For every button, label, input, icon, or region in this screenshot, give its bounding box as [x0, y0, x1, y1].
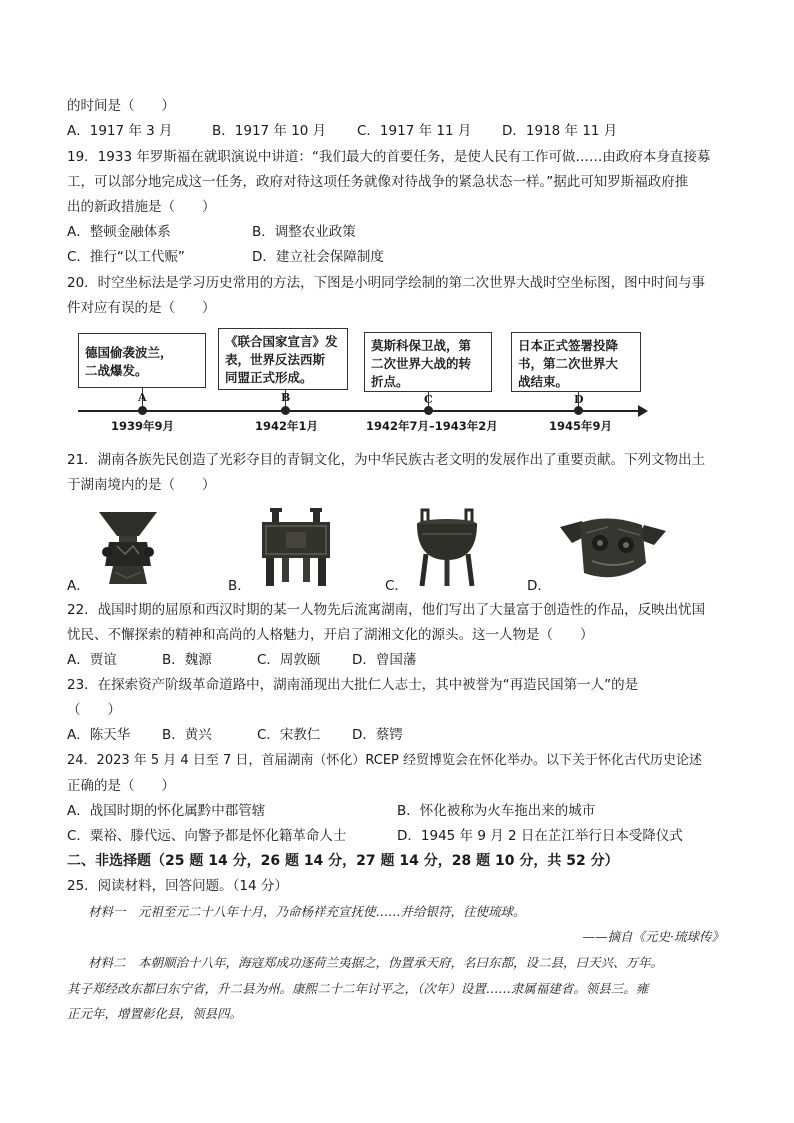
bronze-zun-vessel-image[interactable]	[97, 510, 159, 590]
q22-option-b[interactable]: B．魏源	[162, 652, 212, 668]
timeline-date-d: 1945年9月	[549, 419, 613, 433]
q18-tail: 的时间是（ ）	[67, 98, 175, 114]
q25-material1: 材料一 元祖至元二十八年十月，乃命杨祥充宣抚使……并给银符，往使琉球。	[88, 904, 526, 919]
timeline-box-c	[364, 332, 492, 392]
q23-stem-line2: （ ）	[67, 702, 121, 718]
q21-option-c-label[interactable]: C．	[385, 578, 408, 594]
bronze-round-ding-image[interactable]	[412, 508, 482, 592]
bronze-mask-artifact-image[interactable]	[558, 513, 668, 589]
q24-options-row1	[67, 801, 727, 821]
q21-option-a-label[interactable]: A．	[67, 578, 90, 594]
q25-source1: ——摘自《元史·琉球传》	[582, 929, 724, 944]
timeline-dot-d	[574, 406, 583, 415]
q23-option-d[interactable]: D．蔡锷	[352, 727, 403, 743]
timeline-date-b: 1942年1月	[255, 419, 319, 433]
timeline-dot-c	[424, 406, 433, 415]
q19-option-a[interactable]: A．整顿金融体系	[67, 224, 171, 240]
q23-option-c[interactable]: C．宋教仁	[257, 727, 321, 743]
q23-option-b[interactable]: B．黄兴	[162, 727, 212, 743]
q23-stem-line1: 23．在探索资产阶级革命道路中，湖南涌现出大批仁人志士，其中被誉为“再造民国第一人”的是	[67, 677, 639, 693]
q19-stem-line2: 工，可以部分地完成这一任务，政府对待这项任务就像对待战争的紧急状态一样。”据此可知罗斯福政府推	[67, 174, 689, 190]
timeline-box-b-text2: 表，世界反法西斯	[225, 352, 326, 367]
timeline-box-d-text3: 战结束。	[518, 374, 569, 389]
timeline-box-d-text2: 书，第二次世界大	[518, 356, 619, 371]
q21-stem-line2: 于湖南境内的是（ ）	[67, 477, 216, 493]
q24-option-d[interactable]: D．1945 年 9 月 2 日在芷江举行日本受降仪式	[397, 828, 683, 844]
q19-options-row1	[67, 222, 437, 242]
q19-option-c[interactable]: C．推行“以工代赈”	[67, 249, 185, 265]
q22-option-a[interactable]: A．贾谊	[67, 652, 117, 668]
q22-option-d[interactable]: D．曾国藩	[352, 652, 417, 668]
timeline-box-d-text1: 日本正式签署投降	[518, 338, 619, 353]
q22-option-c[interactable]: C．周敦颐	[257, 652, 321, 668]
timeline-letter-d: D	[574, 393, 584, 406]
q23-option-a[interactable]: A．陈天华	[67, 727, 131, 743]
timeline-box-a-text1: 德国偷袭波兰，	[85, 345, 173, 360]
timeline-box-d	[511, 332, 641, 392]
q22-options	[67, 650, 447, 670]
timeline-box-c-text3: 折点。	[371, 374, 409, 389]
q21-stem-line1: 21．湖南各族先民创造了光彩夺目的青铜文化，为中华民族古老文明的发展作出了重要贡献。下列文物出土	[67, 452, 706, 468]
timeline-box-a-text2: 二战爆发。	[85, 363, 148, 378]
timeline-box-a	[78, 333, 206, 388]
timeline-dot-a	[138, 406, 147, 415]
q24-option-c[interactable]: C．粟裕、滕代远、向警予都是怀化籍革命人士	[67, 828, 347, 844]
q18-option-b[interactable]: B．1917 年 10 月	[212, 123, 327, 139]
timeline-arrow-icon	[638, 405, 648, 417]
q18-option-d[interactable]: D．1918 年 11 月	[502, 123, 618, 139]
q19-option-b[interactable]: B．调整农业政策	[252, 224, 356, 240]
q25-material2-line3: 正元年，增置彰化县，领县四。	[67, 1006, 243, 1021]
timeline-letter-c: C	[424, 393, 433, 406]
section2-title: 二、非选择题（25 题 14 分，26 题 14 分，27 题 14 分，28 题 10 分，共 52 分）	[67, 853, 619, 869]
timeline-letter-b: B	[281, 391, 291, 404]
q22-stem-line1: 22．战国时期的屈原和西汉时期的某一人物先后流寓湖南，他们写出了大量富于创造性的作品，反映出忧国	[67, 602, 706, 618]
q24-stem-line1: 24．2023 年 5 月 4 日至 7 日，首届湖南（怀化）RCEP 经贸博览会在怀化举办。以下关于怀化古代历史论述	[67, 753, 703, 768]
q20-stem-line2: 件对应有误的是（ ）	[67, 300, 216, 316]
q24-option-a[interactable]: A．战国时期的怀化属黔中郡管辖	[67, 803, 266, 819]
bronze-square-ding-image[interactable]	[256, 508, 336, 592]
timeline-box-b-text3: 同盟正式形成。	[225, 370, 313, 385]
q25-material2-line2: 其子郑经改东都曰东宁省，升二县为州。康熙二十二年讨平之，（次年）设置……隶属福建省。领县三。雍	[67, 981, 649, 996]
timeline-box-c-text2: 二次世界大战的转	[371, 356, 472, 371]
q18-option-c[interactable]: C．1917 年 11 月	[357, 123, 472, 139]
timeline-axis	[78, 410, 640, 412]
q24-stem-line2: 正确的是（ ）	[67, 778, 175, 794]
timeline-box-c-text1: 莫斯科保卫战，第	[371, 338, 472, 353]
q18-option-a[interactable]: A．1917 年 3 月	[67, 123, 173, 139]
q25-stem: 25．阅读材料，回答问题。（14 分）	[67, 878, 288, 894]
q19-options-row2	[67, 247, 437, 267]
q24-option-b[interactable]: B．怀化被称为火车拖出来的城市	[397, 803, 596, 819]
q22-stem-line2: 忧民、不懈探索的精神和高尚的人格魅力，开启了湖湘文化的源头。这一人物是（ ）	[67, 627, 594, 643]
timeline-box-b-text1: 《联合国家宣言》发	[225, 334, 338, 349]
timeline-box-b	[218, 328, 348, 390]
q19-option-d[interactable]: D．建立社会保障制度	[252, 249, 384, 265]
q19-stem-line1: 19．1933 年罗斯福在就职演说中讲道：“我们最大的首要任务，是使人民有工作可做……由政府本身直接募	[67, 149, 711, 165]
q21-option-d-label[interactable]: D．	[527, 578, 551, 594]
timeline-date-a: 1939年9月	[111, 419, 175, 433]
q19-stem-line3: 出的新政措施是（ ）	[67, 199, 216, 215]
q21-option-b-label[interactable]: B．	[228, 578, 251, 594]
timeline-date-c: 1942年7月–1943年2月	[366, 419, 498, 433]
q24-options-row2	[67, 826, 727, 846]
timeline-dot-b	[281, 406, 290, 415]
q18-options	[67, 121, 647, 141]
q20-stem-line1: 20．时空坐标法是学习历史常用的方法，下图是小明同学绘制的第二次世界大战时空坐标图，图中时间与事	[67, 275, 706, 291]
q23-options	[67, 725, 447, 745]
timeline-letter-a: A	[138, 391, 147, 404]
q25-material2-line1: 材料二 本朝顺治十八年，海寇郑成功逐荷兰夷据之，伪置承天府，名曰东都，设二县，曰天兴、万年。	[88, 955, 664, 970]
